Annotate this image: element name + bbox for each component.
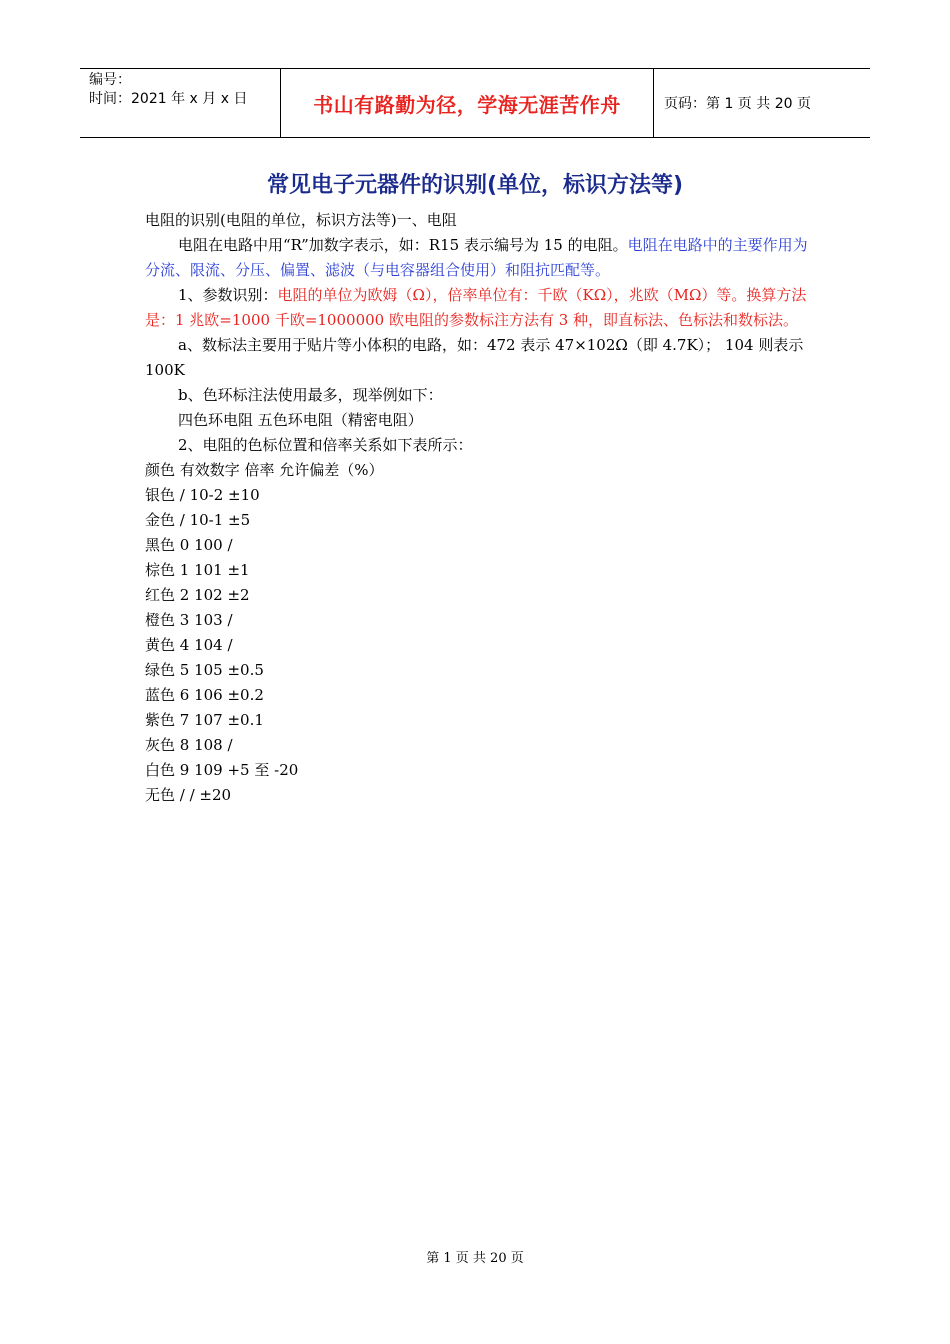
table-row: 白色 9 109 +5 至 -20 xyxy=(145,761,299,779)
time-label: 时间：2021 年 x 月 x 日 xyxy=(89,91,248,107)
header-motto-cell xyxy=(281,69,654,137)
table-header: 颜色 有效数字 倍率 允许偏差（%） xyxy=(145,461,384,479)
color-code-table xyxy=(145,458,815,808)
paragraph-band-types: 四色环电阻 五色环电阻（精密电阻） xyxy=(178,411,423,429)
paragraph-table-intro: 2、电阻的色标位置和倍率关系如下表所示： xyxy=(178,436,473,454)
number-label: 编号： xyxy=(89,72,131,88)
paragraph-resistor-usage xyxy=(145,233,815,283)
document-header xyxy=(80,68,870,138)
intro-line: 电阻的识别(电阻的单位，标识方法等)一、电阻 xyxy=(145,211,457,229)
table-row: 金色 / 10-1 ±5 xyxy=(145,511,251,529)
table-row: 黄色 4 104 / xyxy=(145,636,233,654)
page-title: 常见电子元器件的识别(单位，标识方法等) xyxy=(266,173,684,198)
table-row: 无色 / / ±20 xyxy=(145,786,232,804)
table-row: 蓝色 6 106 ±0.2 xyxy=(145,686,264,704)
highlight-text-red: 电阻的单位为欧姆（Ω），倍率单位有：千欧（KΩ），兆欧（MΩ）等。换算方法是：1 兆欧=1000 千欧=1000000 欧电阻的参数标注方法有 3 种，即直标法、色标法和数标法。 xyxy=(145,286,807,329)
document-body xyxy=(145,208,815,808)
table-row: 橙色 3 103 / xyxy=(145,611,233,629)
paragraph-numeric-marking: a、数标法主要用于贴片等小体积的电路，如：472 表示 47×102Ω（即 4.7K）； 104 则表示 100K xyxy=(145,336,804,379)
page-footer: 第 1 页 共 20 页 xyxy=(426,1251,524,1266)
table-row: 棕色 1 101 ±1 xyxy=(145,561,250,579)
table-row: 黑色 0 100 / xyxy=(145,536,233,554)
header-page-cell xyxy=(654,69,870,137)
table-row: 灰色 8 108 / xyxy=(145,736,233,754)
header-meta-cell xyxy=(80,69,281,137)
highlight-text-blue: 电阻在电路中的主要作用为分流、限流、分压、偏置、滤波（与电容器组合使用）和阻抗匹配等。 xyxy=(145,236,808,279)
table-row: 银色 / 10-2 ±10 xyxy=(145,486,260,504)
motto-text: 书山有路勤为径，学海无涯苦作舟 xyxy=(313,92,621,117)
paragraph-text: 电阻在电路中用“R”加数字表示，如：R15 表示编号为 15 的电阻。 xyxy=(178,236,628,254)
paragraph-parameter-id xyxy=(145,283,815,333)
table-row: 红色 2 102 ±2 xyxy=(145,586,250,604)
page-info: 页码：第 1 页 共 20 页 xyxy=(664,96,811,112)
paragraph-text: 1、参数识别： xyxy=(178,286,278,304)
paragraph-color-band: b、色环标注法使用最多，现举例如下： xyxy=(178,386,443,404)
table-row: 紫色 7 107 ±0.1 xyxy=(145,711,264,729)
table-row: 绿色 5 105 ±0.5 xyxy=(145,661,264,679)
